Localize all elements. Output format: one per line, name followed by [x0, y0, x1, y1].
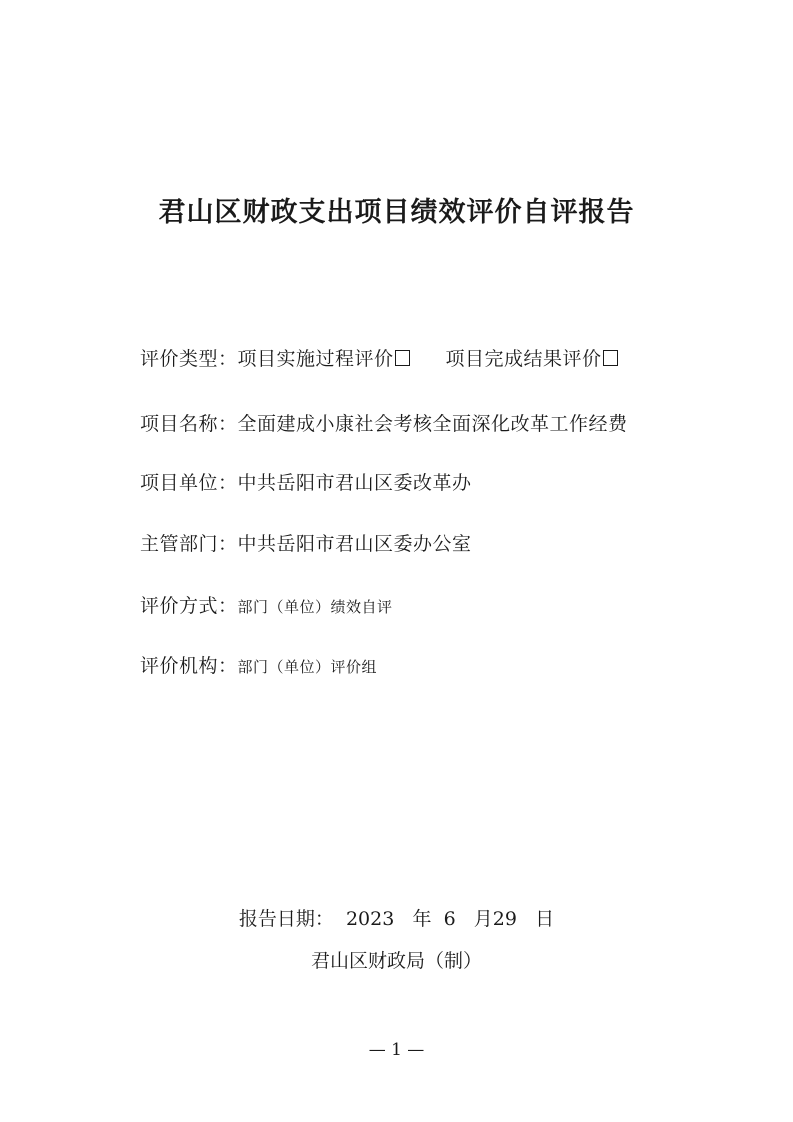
- project-name-row: [140, 409, 628, 436]
- page-number: — 1 —: [368, 1040, 425, 1060]
- eval-type-option-result: 项目完成结果评价: [445, 348, 602, 370]
- eval-method-row: [140, 591, 393, 618]
- eval-org-label: 评价机构：: [140, 655, 238, 677]
- project-unit-label: 项目单位：: [140, 472, 238, 494]
- report-date-day-unit: 日: [535, 908, 555, 930]
- eval-method-value: 部门（单位）绩效自评: [237, 598, 393, 616]
- eval-org-value: 部门（单位）评价组: [237, 658, 378, 676]
- process-eval-checkbox[interactable]: [395, 350, 410, 366]
- eval-org-row: [140, 651, 377, 678]
- supervisor-label: 主管部门：: [140, 533, 238, 555]
- report-date: [0, 904, 793, 931]
- project-name-value: 全面建成小康社会考核全面深化改革工作经费: [237, 413, 628, 435]
- project-unit-value: 中共岳阳市君山区委改革办: [237, 472, 472, 494]
- report-date-year: 2023: [345, 908, 395, 930]
- issuer: 君山区财政局（制）: [310, 950, 482, 972]
- project-name-label: 项目名称：: [140, 413, 238, 435]
- eval-type-row: [140, 344, 618, 371]
- report-date-year-unit: 年: [412, 908, 432, 930]
- report-title: 君山区财政支出项目绩效评价自评报告: [158, 197, 635, 228]
- eval-method-label: 评价方式：: [140, 595, 238, 617]
- eval-type-option-process: 项目实施过程评价: [237, 348, 394, 370]
- eval-type-label: 评价类型：: [140, 348, 238, 370]
- result-eval-checkbox[interactable]: [603, 350, 618, 366]
- report-date-day: 29: [492, 908, 517, 930]
- report-date-label: 报告日期：: [238, 908, 334, 930]
- supervisor-value: 中共岳阳市君山区委办公室: [237, 533, 472, 555]
- report-date-month-unit: 月: [473, 908, 493, 930]
- report-date-month: 6: [443, 908, 456, 930]
- project-unit-row: [140, 468, 472, 495]
- supervisor-row: [140, 529, 472, 556]
